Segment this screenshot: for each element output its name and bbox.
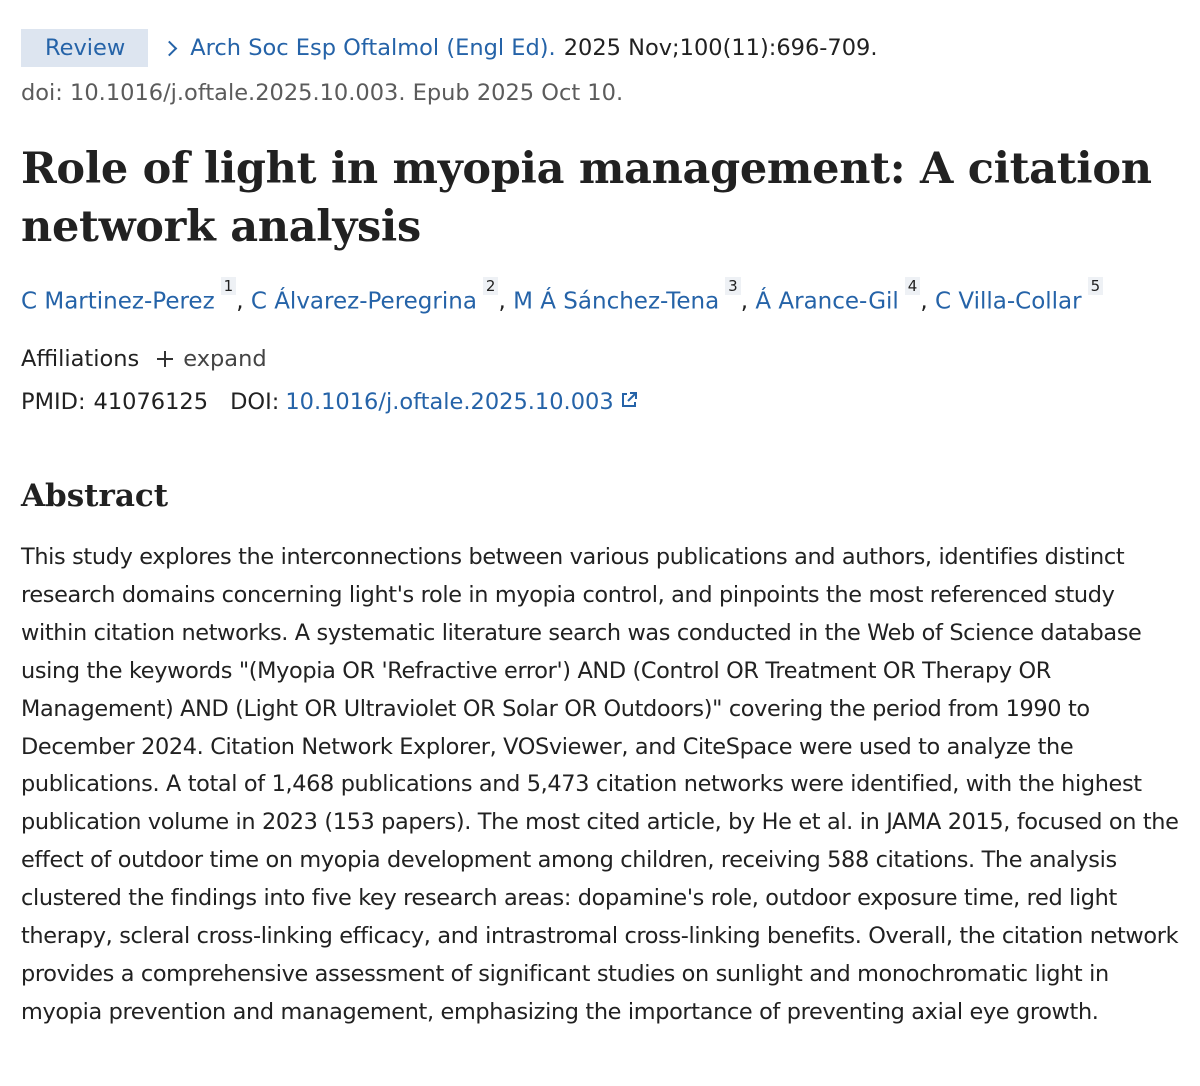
expand-affiliations-button[interactable]: expand — [183, 346, 267, 372]
doi-label: DOI: — [230, 389, 280, 415]
affiliation-number[interactable]: 3 — [725, 277, 741, 295]
author-link[interactable]: C Álvarez-Peregrina — [250, 288, 477, 315]
identifiers-row — [21, 389, 638, 415]
affiliation-number[interactable]: 2 — [483, 277, 499, 295]
author-link[interactable]: C Martinez-Perez — [21, 288, 215, 315]
journal-link[interactable]: Arch Soc Esp Oftalmol (Engl Ed). — [190, 35, 556, 61]
pmid-label: PMID: — [21, 389, 86, 415]
article-title: Role of light in myopia management: A citation network analysis — [21, 144, 1152, 252]
affiliation-number[interactable]: 4 — [905, 277, 921, 295]
doi-link[interactable]: 10.1016/j.oftale.2025.10.003 — [285, 389, 614, 415]
abstract-heading: Abstract — [21, 478, 169, 514]
plus-icon[interactable] — [157, 351, 173, 367]
affiliation-number[interactable]: 1 — [221, 277, 237, 295]
author-list: C Martinez-Perez$^1$, C Álvarez-Peregrina$^2$, M Á Sánchez-Tena$^3$, Á Arance-Gil$^4$, C Villa-Collar$^5$ — [21, 286, 1103, 315]
citation-info: 2025 Nov;100(11):696-709. — [563, 35, 878, 61]
abstract-text: This study explores the interconnections between various publications and authors, identifies distinct research domains concerning light's role in myopia control, and pinpoints the most referenced study within citation networks. A systematic literature search was conducted in the Web of Science database using the keywords "(Myopia OR 'Refractive error') AND (Control OR Treatment OR Therapy OR Management) AND (Light OR Ultraviolet OR Solar OR Outdoors)" covering the period from 1990 to December 2024. Citation Network Explorer, VOSviewer, and CiteSpace were used to analyze the publications. A total of 1,468 publications and 5,473 citation networks were identified, with the highest publication volume in 2023 (153 papers). The most cited article, by He et al. in JAMA 2015, focused on the effect of outdoor time on myopia development among children, receiving 588 citations. The analysis clustered the findings into five key research areas: dopamine's role, outdoor exposure time, red light therapy, scleral cross-linking efficacy, and intrastromal cross-linking benefits. Overall, the citation network provides a comprehensive assessment of significant studies on sunlight and monochromatic light in myopia prevention and management, emphasizing the importance of preventing axial eye growth. — [21, 544, 1179, 1025]
author-link[interactable]: M Á Sánchez-Tena — [513, 288, 720, 315]
affiliations-row — [21, 346, 267, 372]
external-link-icon[interactable] — [620, 389, 638, 415]
chevron-right-icon[interactable] — [162, 40, 178, 56]
doi-epub-line: doi: 10.1016/j.oftale.2025.10.003. Epub 2025 Oct 10. — [21, 80, 624, 106]
affiliation-number[interactable]: 5 — [1088, 277, 1104, 295]
author-link[interactable]: C Villa-Collar — [934, 288, 1082, 315]
pmid-value: 41076125 — [93, 389, 209, 415]
affiliations-label: Affiliations — [21, 346, 140, 372]
review-badge[interactable]: Review — [21, 29, 148, 67]
citation-header — [21, 29, 878, 67]
author-link[interactable]: Á Arance-Gil — [755, 288, 899, 315]
